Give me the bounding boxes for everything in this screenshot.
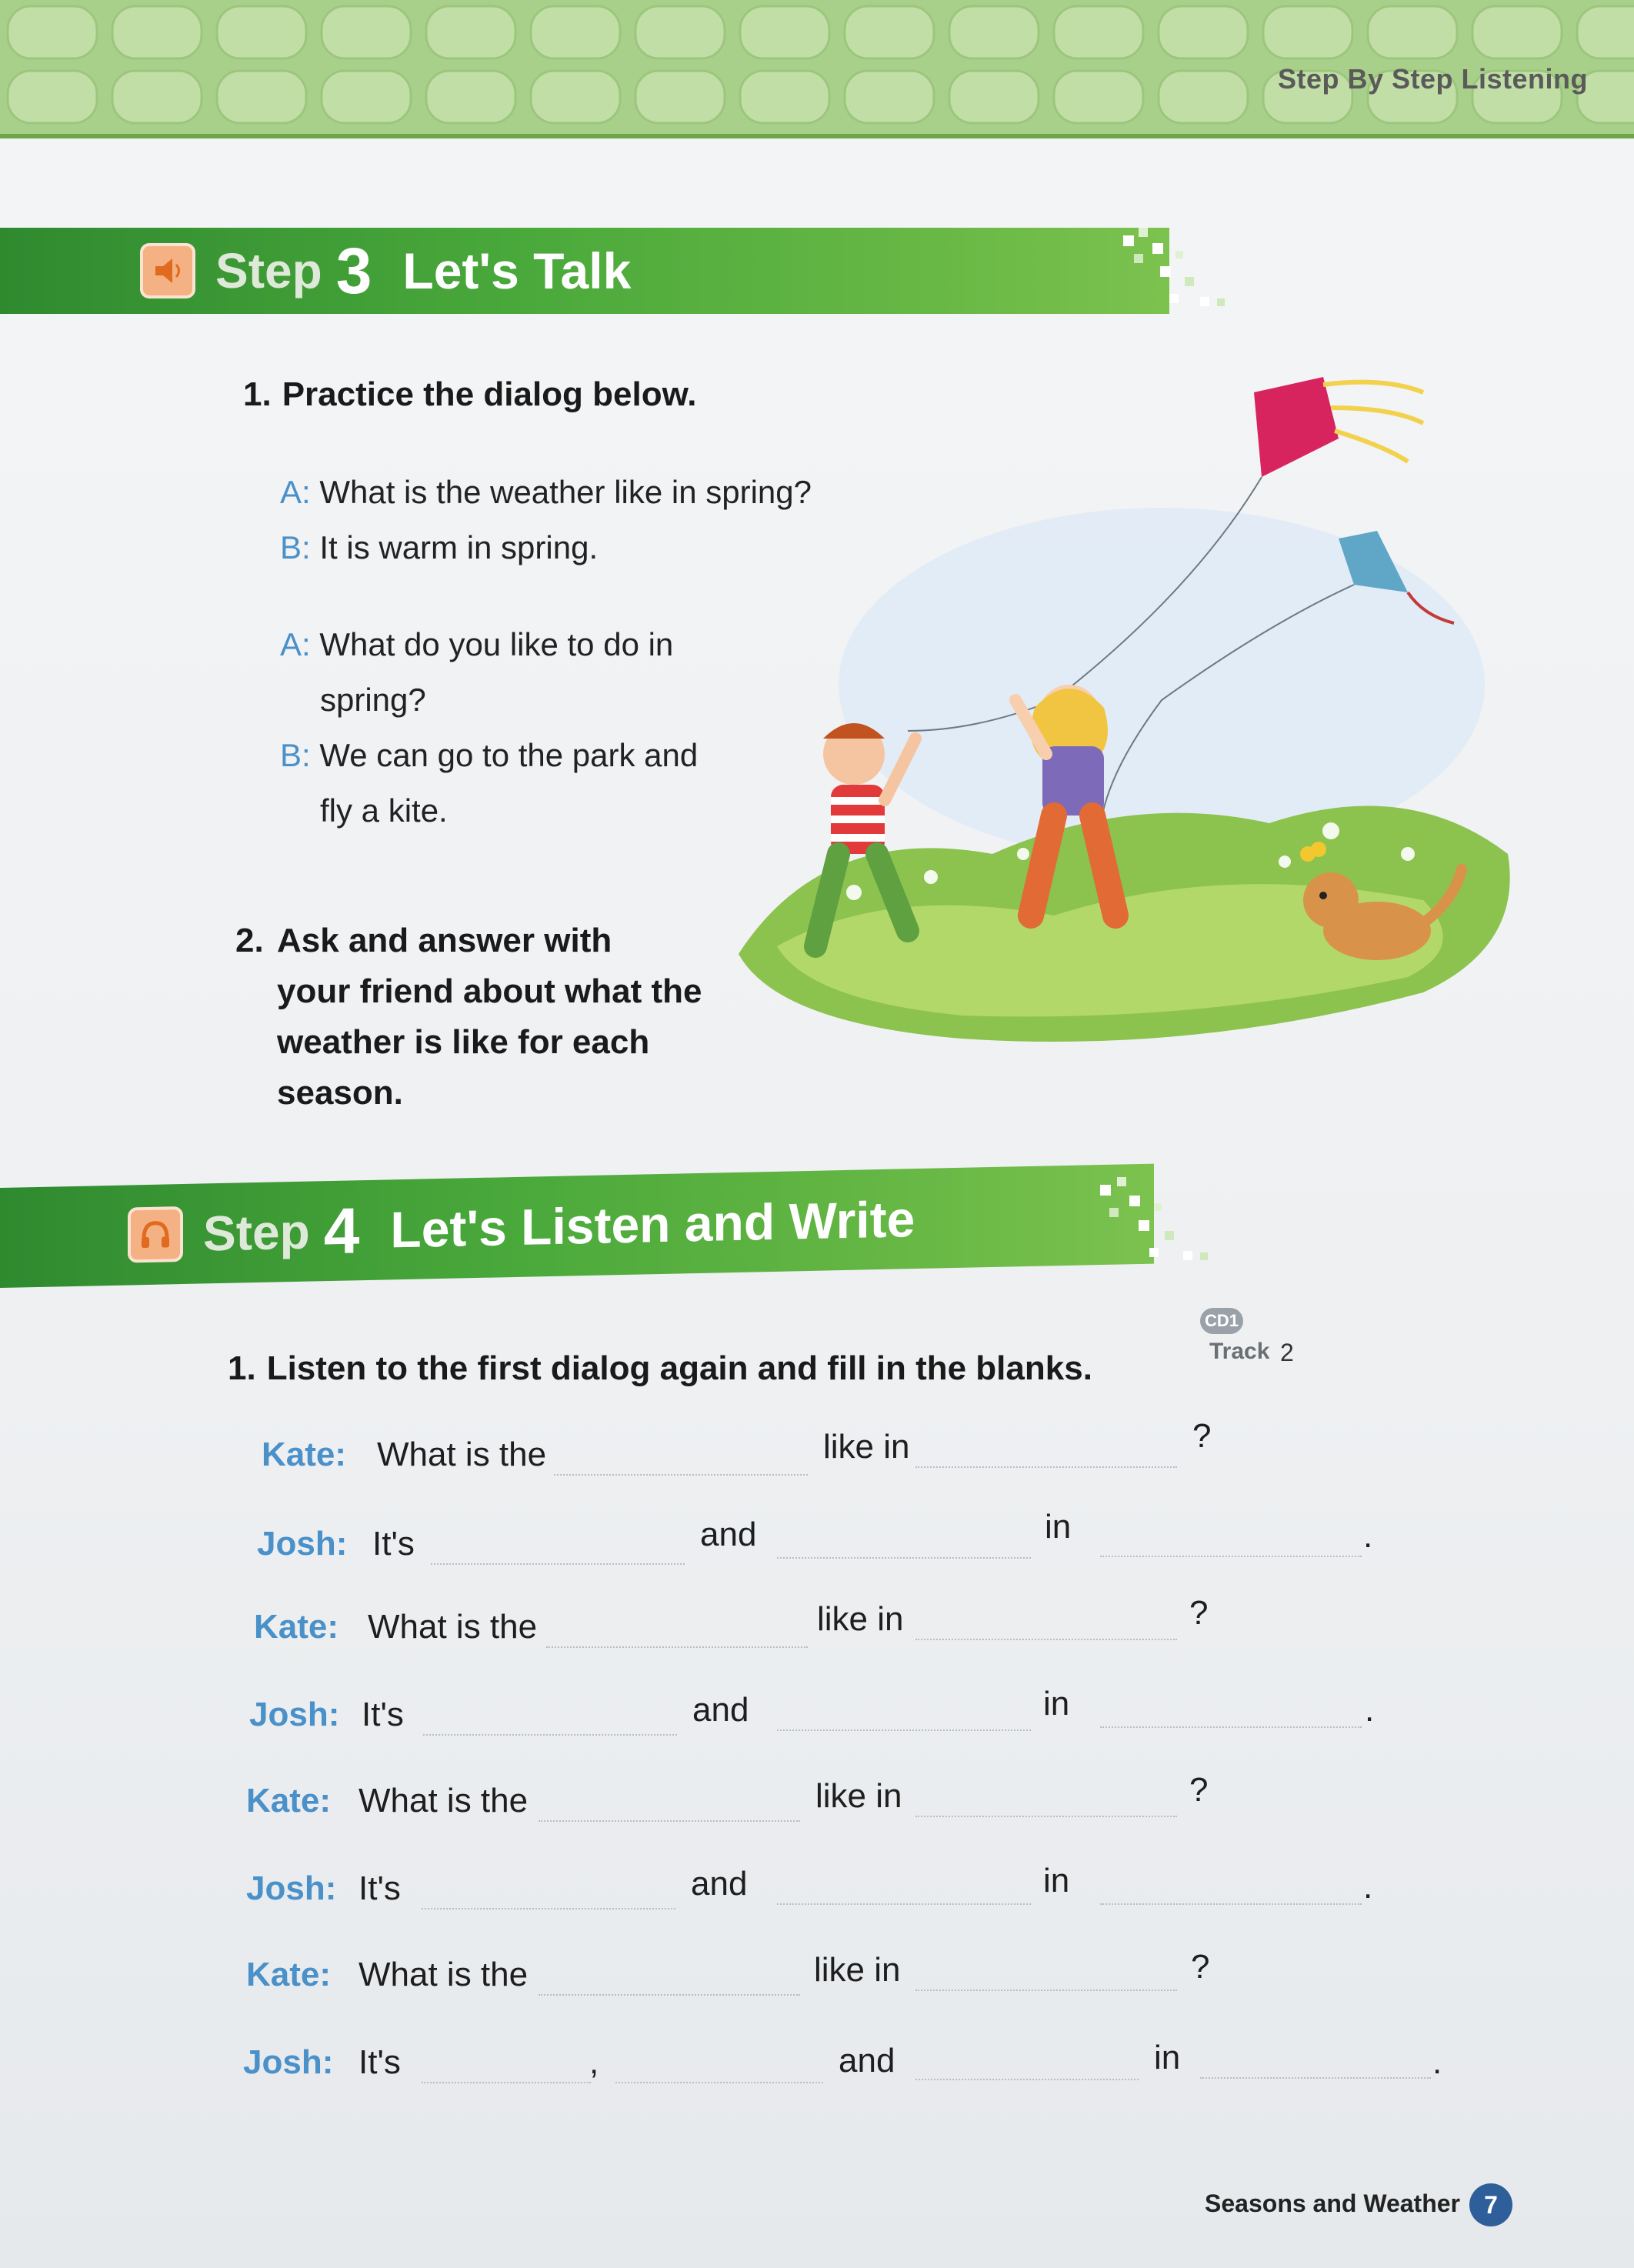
audio-track[interactable] (1200, 1308, 1323, 1377)
cd-badge: CD1 (1200, 1308, 1243, 1334)
row-text: like in (815, 1777, 902, 1815)
pixel-decoration (1100, 1177, 1215, 1269)
blank-field[interactable] (777, 1557, 1031, 1559)
dialog-row (0, 1948, 1634, 2010)
row-punctuation: ? (1189, 1771, 1209, 1809)
speaker-label: Kate: (254, 1608, 339, 1646)
row-punctuation: , (589, 2043, 599, 2081)
track-label: Track (1209, 1339, 1270, 1364)
dialog-row (0, 1594, 1634, 1662)
dialog-text: It is warm in spring. (319, 529, 599, 565)
row-text: and (691, 1865, 748, 1903)
row-text: and (839, 2042, 895, 2080)
step3-number: 3 (335, 234, 372, 307)
step3-task2-line: your friend about what the (277, 972, 702, 1010)
step3-task2-number: 2. (235, 922, 264, 959)
row-text: and (692, 1691, 749, 1729)
track-number: 2 (1280, 1339, 1294, 1366)
step3-task2-line: season. (277, 1074, 403, 1112)
dialog-text: What do you like to do in (319, 626, 674, 662)
row-text: It's (358, 2043, 401, 2081)
blank-field[interactable] (915, 2079, 1139, 2080)
speaker-label: Josh: (243, 2043, 334, 2081)
blank-field[interactable] (915, 1816, 1177, 1817)
row-text: What is the (358, 1782, 529, 1819)
step4-word: Step (203, 1203, 310, 1262)
blank-field[interactable] (1100, 1556, 1362, 1557)
pixel-decoration (1123, 228, 1239, 314)
blank-field[interactable] (546, 1646, 808, 1648)
footer-unit-title: Seasons and Weather (1205, 2190, 1460, 2217)
speaker-label: Kate: (246, 1782, 332, 1819)
dialog-row (0, 2039, 1634, 2097)
dialog-text-continued: spring? (320, 682, 426, 718)
step3-word: Step (215, 243, 322, 299)
dialog-row (0, 1508, 1634, 1579)
row-punctuation: . (1363, 1868, 1373, 1906)
row-text: like in (814, 1951, 901, 1989)
step3-task1 (243, 375, 696, 414)
row-text: in (1043, 1685, 1070, 1723)
dialog-row (0, 1685, 1634, 1749)
step3-task1-text: Practice the dialog below. (282, 375, 697, 413)
blank-field[interactable] (615, 2082, 823, 2083)
speaker-label: Josh: (249, 1696, 340, 1733)
speaker-label: A: (280, 474, 311, 510)
row-text: in (1154, 2039, 1181, 2076)
row-text: It's (358, 1869, 401, 1907)
speaker-label: Josh: (246, 1869, 337, 1907)
row-text: What is the (368, 1608, 538, 1646)
blank-field[interactable] (1100, 1726, 1362, 1728)
speaker-label: B: (280, 737, 311, 773)
dialog-text-continued: fly a kite. (320, 792, 448, 829)
row-text: What is the (358, 1956, 529, 1993)
speaker-label: A: (280, 626, 311, 662)
header-band (0, 0, 1634, 138)
row-text: like in (823, 1428, 910, 1466)
step3-task2-line: weather is like for each (277, 1023, 650, 1061)
step4-task1 (228, 1349, 1092, 1388)
step4-task1-text: Listen to the first dialog again and fill in the blanks. (266, 1349, 1092, 1387)
blank-field[interactable] (423, 1734, 677, 1736)
series-title: Step By Step Listening (1277, 63, 1588, 95)
header-underline (0, 134, 1634, 138)
dialog-text: What is the weather like in spring? (319, 474, 812, 510)
row-punctuation: . (1365, 1691, 1375, 1729)
row-text: It's (362, 1696, 404, 1733)
blank-field[interactable] (915, 1466, 1177, 1468)
dialog-row (0, 1771, 1634, 1836)
row-text: in (1043, 1862, 1070, 1899)
row-punctuation: ? (1192, 1417, 1212, 1455)
speaker-label: Kate: (246, 1956, 332, 1993)
row-punctuation: . (1363, 1517, 1373, 1555)
step3-task2-line: Ask and answer with (277, 922, 612, 959)
dialog-line (280, 737, 698, 774)
blank-field[interactable] (777, 1729, 1031, 1731)
blank-field[interactable] (554, 1474, 808, 1476)
blank-field[interactable] (539, 1994, 800, 1996)
blank-field[interactable] (915, 1990, 1177, 1991)
row-text: and (700, 1516, 757, 1553)
step4-task1-number: 1. (228, 1349, 256, 1387)
blank-field[interactable] (777, 1903, 1031, 1905)
headphones-icon (128, 1206, 183, 1263)
step4-banner (0, 1164, 1154, 1288)
row-text: in (1045, 1508, 1072, 1546)
speaker-icon (140, 243, 195, 299)
row-text: It's (372, 1525, 415, 1563)
row-text: like in (817, 1600, 904, 1638)
blank-field[interactable] (431, 1563, 685, 1565)
page-number: 7 (1469, 2183, 1512, 2226)
speaker-label: B: (280, 529, 311, 565)
speaker-label: Kate: (262, 1436, 347, 1473)
blank-field[interactable] (1100, 1903, 1362, 1905)
dialog-line (280, 626, 673, 663)
blank-field[interactable] (422, 2082, 591, 2083)
step4-number: 4 (323, 1193, 360, 1267)
blank-field[interactable] (539, 1820, 800, 1822)
row-punctuation: ? (1189, 1594, 1209, 1632)
step3-task1-number: 1. (243, 375, 272, 413)
dialog-line (280, 529, 598, 566)
dialog-row (0, 1862, 1634, 1923)
step3-title: Let's Talk (402, 242, 632, 299)
step3-banner (0, 228, 1169, 314)
blank-field[interactable] (1200, 2077, 1431, 2079)
dialog-row (0, 1417, 1634, 1489)
step4-title: Let's Listen and Write (390, 1190, 915, 1259)
blank-field[interactable] (422, 1908, 675, 1909)
speaker-label: Josh: (257, 1525, 348, 1563)
row-punctuation: ? (1191, 1948, 1210, 1986)
row-punctuation: . (1432, 2043, 1442, 2081)
kite-illustration (731, 362, 1531, 1077)
row-text: What is the (377, 1436, 547, 1473)
blank-field[interactable] (915, 1639, 1177, 1640)
dialog-text: We can go to the park and (319, 737, 699, 773)
